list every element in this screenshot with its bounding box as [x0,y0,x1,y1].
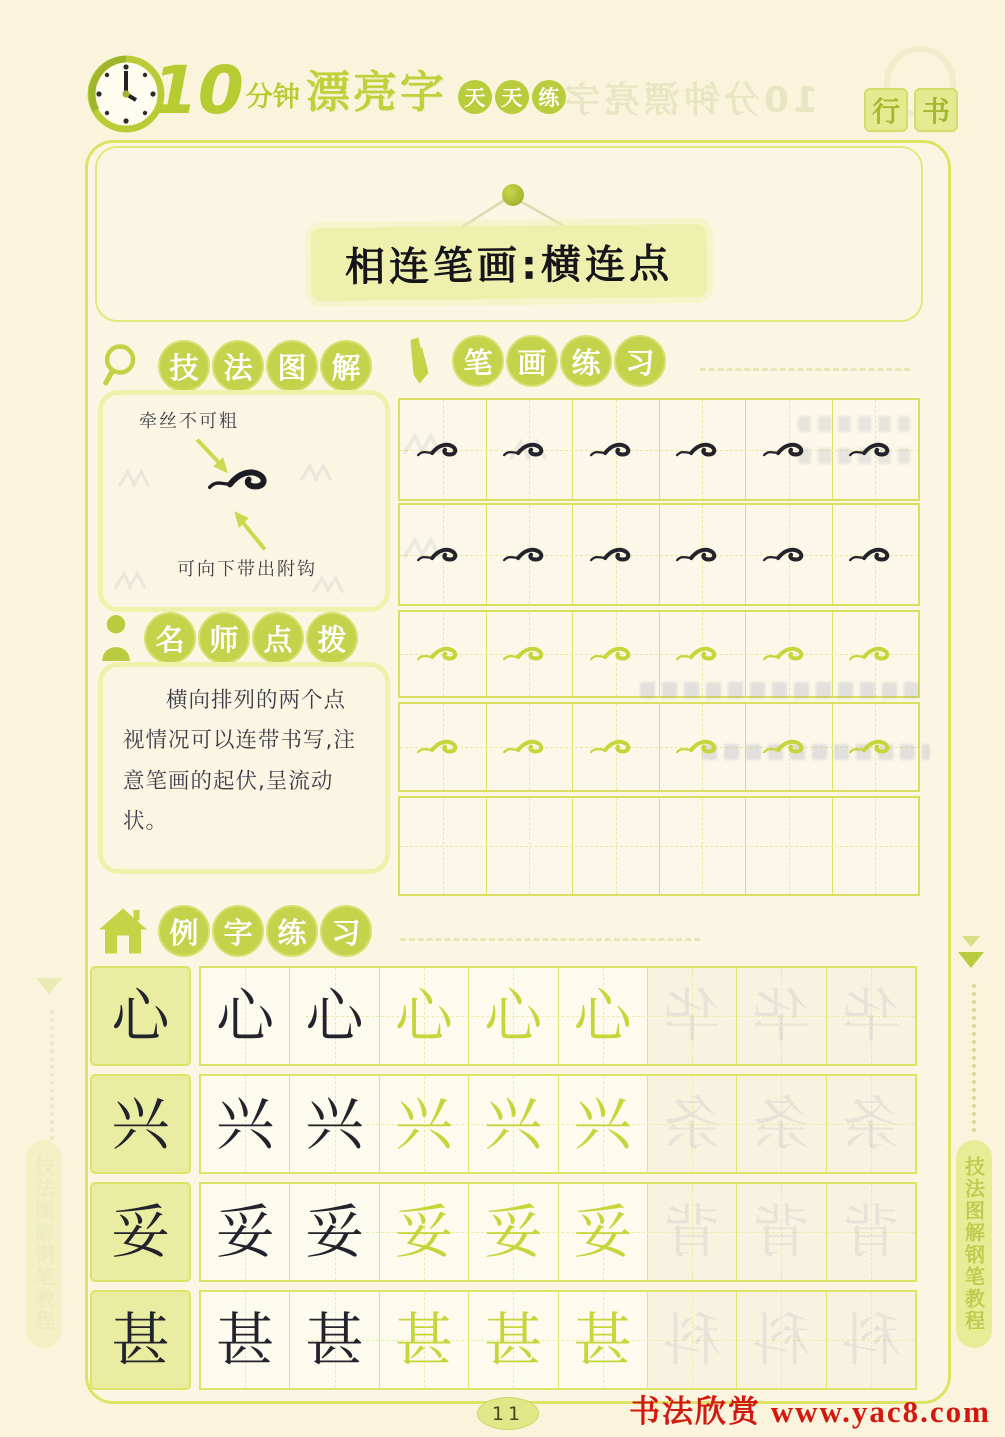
practice-cells-strip [199,1074,917,1174]
lian-dian-stroke [760,640,812,668]
stroke-practice-cell [572,798,659,894]
lian-dian-stroke-large [205,459,279,501]
trace-character: 兴 [484,1090,543,1158]
stroke-practice-cell [486,798,573,894]
example-practice-cell [468,1076,557,1172]
example-practice-cell [379,968,468,1064]
example-practice-cell [289,1292,378,1388]
example-practice-cell [826,1292,915,1388]
stroke-practice-cell [659,505,746,604]
brand-badges [455,80,566,114]
down-arrow-icon [962,936,980,947]
stroke-practice-cell [572,400,659,499]
bleedthrough-character: 条 [663,1090,722,1158]
example-practice-cell [647,1292,736,1388]
stroke-practice-cell [486,612,573,696]
example-practice-cell [289,968,378,1064]
technique-note-bottom: 可向下带出附钩 [177,559,317,580]
bleedthrough-character: 背 [663,1198,722,1266]
stroke-practice-grid [398,398,916,895]
lian-dian-stroke [501,733,553,761]
decorative-dashes [400,938,700,941]
lian-dian-stroke [414,640,466,668]
lian-dian-stroke [587,640,639,668]
written-character: 甚 [305,1306,364,1374]
lian-dian-stroke [414,541,466,569]
label-circle-char: 字 [212,905,264,957]
stroke-practice-row [398,796,920,896]
example-practice-cell [289,1076,378,1172]
master-tips-label [142,612,358,664]
technique-diagram-box [98,390,390,612]
example-row-甚 [90,1290,917,1390]
section-header-master-tips [96,612,358,664]
lian-dian-stroke [847,541,899,569]
stroke-practice-cell [400,798,486,894]
lian-dian-stroke [501,436,553,464]
label-circle-char: 练 [560,335,612,387]
trace-character: 妥 [573,1198,632,1266]
stroke-practice-cell [572,704,659,790]
example-practice-cell [201,1184,289,1280]
lian-dian-stroke [847,436,899,464]
magnifier-icon [98,340,150,392]
bleedthrough-text [798,416,910,432]
lian-dian-stroke [674,541,726,569]
example-practice-cell [558,968,647,1064]
model-character: 心 [111,982,170,1050]
written-character: 兴 [305,1090,364,1158]
brand-minutes: 分钟 [245,82,300,113]
trace-character: 兴 [573,1090,632,1158]
trace-character: 甚 [484,1306,543,1374]
site-watermark: 书法欣赏 www.yac8.com [628,1394,991,1429]
label-circle-char: 法 [212,340,264,392]
lesson-title-band [311,224,708,301]
lian-dian-stroke [847,640,899,668]
stroke-practice-label [450,335,666,387]
model-character-cell [90,1074,191,1174]
bleedthrough-dotted-line [50,1010,54,1140]
label-circle-char: 图 [266,340,318,392]
example-practice-cell [379,1076,468,1172]
stroke-practice-cell [659,400,746,499]
bleedthrough-character: 条 [841,1090,900,1158]
label-circle-char: 画 [506,335,558,387]
style-badge-char: 书 [914,88,958,132]
trace-character: 兴 [394,1090,453,1158]
lian-dian-stroke [674,733,726,761]
technique-label [156,340,372,392]
section-header-technique [98,340,372,392]
lian-dian-stroke [760,436,812,464]
example-practice-cell [558,1292,647,1388]
lesson-title-box [95,146,923,322]
written-character: 心 [216,982,275,1050]
bleedthrough-character: 背 [752,1198,811,1266]
bleedthrough-text [640,682,926,698]
example-practice-cell [201,1292,289,1388]
written-character: 兴 [216,1090,275,1158]
label-circle-char: 师 [198,612,250,664]
written-character: 妥 [305,1198,364,1266]
practice-cells-strip [199,966,917,1066]
brand-number: 10 [152,51,244,129]
model-character: 甚 [111,1306,170,1374]
lian-dian-stroke [760,733,812,761]
stroke-practice-cell [572,505,659,604]
example-practice-cell [379,1292,468,1388]
example-practice-cell [201,968,289,1064]
trace-character: 妥 [484,1198,543,1266]
example-row-妥 [90,1182,917,1282]
stroke-practice-cell [659,798,746,894]
lian-dian-stroke [847,733,899,761]
example-practice-grid [90,966,917,1396]
bleedthrough-character: 华 [752,982,811,1050]
written-character: 妥 [216,1198,275,1266]
master-tip-box [98,662,390,874]
bleedthrough-character: 华 [663,982,722,1050]
stroke-practice-cell [486,400,573,499]
label-circle-char: 练 [266,905,318,957]
example-practice-label [156,905,372,957]
label-circle-char: 拨 [306,612,358,664]
label-circle-char: 解 [320,340,372,392]
example-practice-cell [289,1184,378,1280]
example-practice-cell [736,1292,825,1388]
model-character-cell [90,1182,191,1282]
bleedthrough-character: 科 [752,1306,811,1374]
brand-pretty-chars: 漂亮字 [305,67,447,118]
trace-character: 心 [484,982,543,1050]
edge-tab-text: 技法图解钢笔教程 [961,1156,986,1332]
trace-character: 甚 [573,1306,632,1374]
lian-dian-stroke [760,541,812,569]
model-character: 兴 [111,1090,170,1158]
label-circle-char: 练 [532,80,566,114]
pin-icon [502,184,524,206]
example-practice-cell [468,1292,557,1388]
trace-character: 心 [394,982,453,1050]
bleedthrough-arrow [36,978,62,994]
lian-dian-stroke [414,733,466,761]
bleedthrough-header-text: 10分钟漂亮字 [560,80,819,121]
model-character-cell [90,966,191,1066]
trace-character: 甚 [394,1306,453,1374]
script-style-badge [858,88,958,132]
down-arrow-icon [958,952,984,968]
example-practice-cell [647,1076,736,1172]
edge-tab [956,1140,992,1348]
bleedthrough-character: 华 [841,982,900,1050]
label-circle-char: 例 [158,905,210,957]
label-circle-char: 天 [458,80,492,114]
lian-dian-stroke [674,640,726,668]
label-circle-char: 习 [614,335,666,387]
pointer-arrow-up [225,503,271,553]
label-circle-char: 名 [144,612,196,664]
teacher-icon [96,612,136,664]
example-practice-cell [736,1076,825,1172]
stroke-practice-cell [745,798,832,894]
stroke-practice-row [398,503,920,606]
example-practice-cell [736,968,825,1064]
stroke-practice-cell [400,612,486,696]
trace-character: 心 [573,982,632,1050]
label-circle-char: 笔 [452,335,504,387]
stroke-practice-cell [400,704,486,790]
technique-note-top: 牵丝不可粗 [139,411,239,432]
practice-cells-strip [199,1290,917,1390]
section-header-stroke-practice [398,334,666,388]
lian-dian-stroke [587,733,639,761]
example-row-兴 [90,1074,917,1174]
lian-dian-stroke [414,436,466,464]
lian-dian-stroke [587,436,639,464]
lian-dian-stroke [501,640,553,668]
brand-title [152,51,566,129]
example-practice-cell [647,968,736,1064]
example-row-心 [90,966,917,1066]
model-character: 妥 [111,1198,170,1266]
style-badge-char: 行 [864,88,908,132]
example-practice-cell [826,1076,915,1172]
stroke-practice-cell [832,505,919,604]
bleedthrough-character: 科 [663,1306,722,1374]
lian-dian-stroke [674,436,726,464]
model-character-cell [90,1290,191,1390]
pen-icon [398,334,444,388]
house-icon [96,905,150,957]
bleedthrough-character: 科 [841,1306,900,1374]
example-practice-cell [201,1076,289,1172]
example-practice-cell [379,1184,468,1280]
example-practice-cell [558,1184,647,1280]
label-circle-char: 天 [495,80,529,114]
page-number [477,1397,539,1430]
dotted-guide-line [972,984,976,1132]
stroke-practice-cell [832,798,919,894]
stroke-practice-cell [486,505,573,604]
section-header-example-practice [96,905,372,957]
lesson-title: 相连笔画:横连点 [344,241,674,291]
bleedthrough-character: 背 [841,1198,900,1266]
stroke-practice-cell [486,704,573,790]
example-practice-cell [826,968,915,1064]
example-practice-cell [468,968,557,1064]
page-number-text: 11 [491,1402,525,1425]
label-circle-char: 技 [158,340,210,392]
example-practice-cell [558,1076,647,1172]
trace-character: 妥 [394,1198,453,1266]
practice-cells-strip [199,1182,917,1282]
example-practice-cell [736,1184,825,1280]
stroke-practice-cell [745,505,832,604]
example-practice-cell [468,1184,557,1280]
bleedthrough-edge-tab: 技法图解钢笔教程 [26,1140,62,1348]
written-character: 心 [305,982,364,1050]
written-character: 甚 [216,1306,275,1374]
label-circle-char: 习 [320,905,372,957]
decorative-dashes [700,368,910,371]
lian-dian-stroke [501,541,553,569]
label-circle-char: 点 [252,612,304,664]
example-practice-cell [826,1184,915,1280]
example-practice-cell [647,1184,736,1280]
master-tip-text: 横向排列的两个点视情况可以连带书写,注意笔画的起伏,呈流动状。 [123,688,356,835]
bleedthrough-character: 条 [752,1090,811,1158]
lian-dian-stroke [587,541,639,569]
